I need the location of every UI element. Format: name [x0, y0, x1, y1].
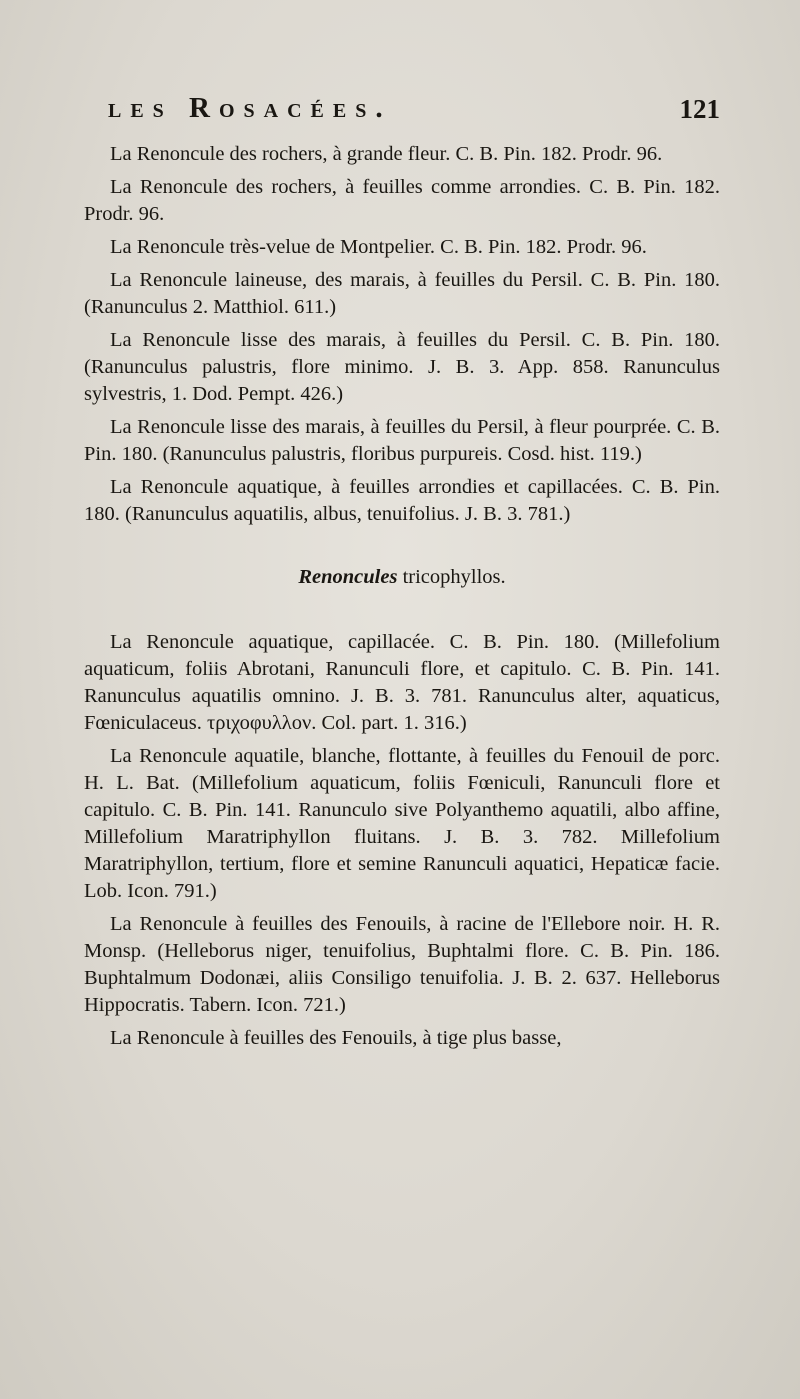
- entry-paragraph: La Renoncule des rochers, à grande fleur. C. B. Pin. 182. Prodr. 96.: [110, 143, 663, 165]
- entry-paragraph: La Renoncule aquatile, blanche, flottante, à feuilles du Fenouil de porc. H. L. Bat. (Millefolium aquaticum, foliis Fœniculi, Ranunculi flore et capitulo. C. B. Pin. 141. Ranunculo sive Polyanthemo aquatili, albo affine, Millefolium Maratriphyllon fluitans. J. B. 3. 782. Millefolium Maratriphyllon, tertium, flore et semine Ranunculi aquatici, Hepaticæ facie. Lob. Icon. 791.): [84, 745, 720, 902]
- entry-paragraph: La Renoncule à feuilles des Fenouils, à racine de l'Ellebore noir. H. R. Monsp. (Helleborus niger, tenuifolius, Buphtalmi flore. C. B. Pin. 186. Buphtalmum Dodonæi, aliis Consiligo tenuifolia. J. B. 2. 637. Helleborus Hippocratis. Tabern. Icon. 721.): [84, 913, 720, 1016]
- page-header: [108, 92, 720, 136]
- running-title: les Rosacées.: [108, 92, 392, 124]
- section-heading-italic: Renoncules: [298, 566, 398, 588]
- section-heading: [84, 564, 720, 591]
- entry-paragraph: La Renoncule très-velue de Montpelier. C. B. Pin. 182. Prodr. 96.: [110, 236, 647, 258]
- page-number: 121: [679, 94, 720, 124]
- entry-paragraph: La Renoncule des rochers, à feuilles comme arrondies. C. B. Pin. 182. Prodr. 96.: [84, 176, 720, 225]
- entry-paragraph: La Renoncule à feuilles des Fenouils, à tige plus basse,: [110, 1027, 562, 1049]
- entry-paragraph: La Renoncule lisse des marais, à feuilles du Persil, à fleur pourprée. C. B. Pin. 180. (Ranunculus palustris, floribus purpureis. Cosd. hist. 119.): [84, 416, 720, 465]
- section-heading-rest: tricophyllos.: [397, 566, 506, 588]
- entry-paragraph: La Renoncule aquatique, capillacée. C. B. Pin. 180. (Millefolium aquaticum, foliis Abrotani, Ranunculi flore, et capitulo. C. B. Pin. 141. Ranunculus aquatilis omnino. J. B. 3. 781. Ranunculus alter, aquaticus, Fœniculaceus. τριχοφυλλον. Col. part. 1. 316.): [84, 631, 720, 734]
- entry-paragraph: La Renoncule aquatique, à feuilles arrondies et capillacées. C. B. Pin. 180. (Ranunculus aquatilis, albus, tenuifolius. J. B. 3. 781.): [84, 476, 720, 525]
- entry-paragraph: La Renoncule laineuse, des marais, à feuilles du Persil. C. B. Pin. 180. (Ranunculus 2. Matthiol. 611.): [84, 269, 720, 318]
- page-body: [84, 141, 720, 1058]
- entry-paragraph: La Renoncule lisse des marais, à feuilles du Persil. C. B. Pin. 180. (Ranunculus palustris, flore minimo. J. B. 3. App. 858. Ranunculus sylvestris, 1. Dod. Pempt. 426.): [84, 329, 720, 405]
